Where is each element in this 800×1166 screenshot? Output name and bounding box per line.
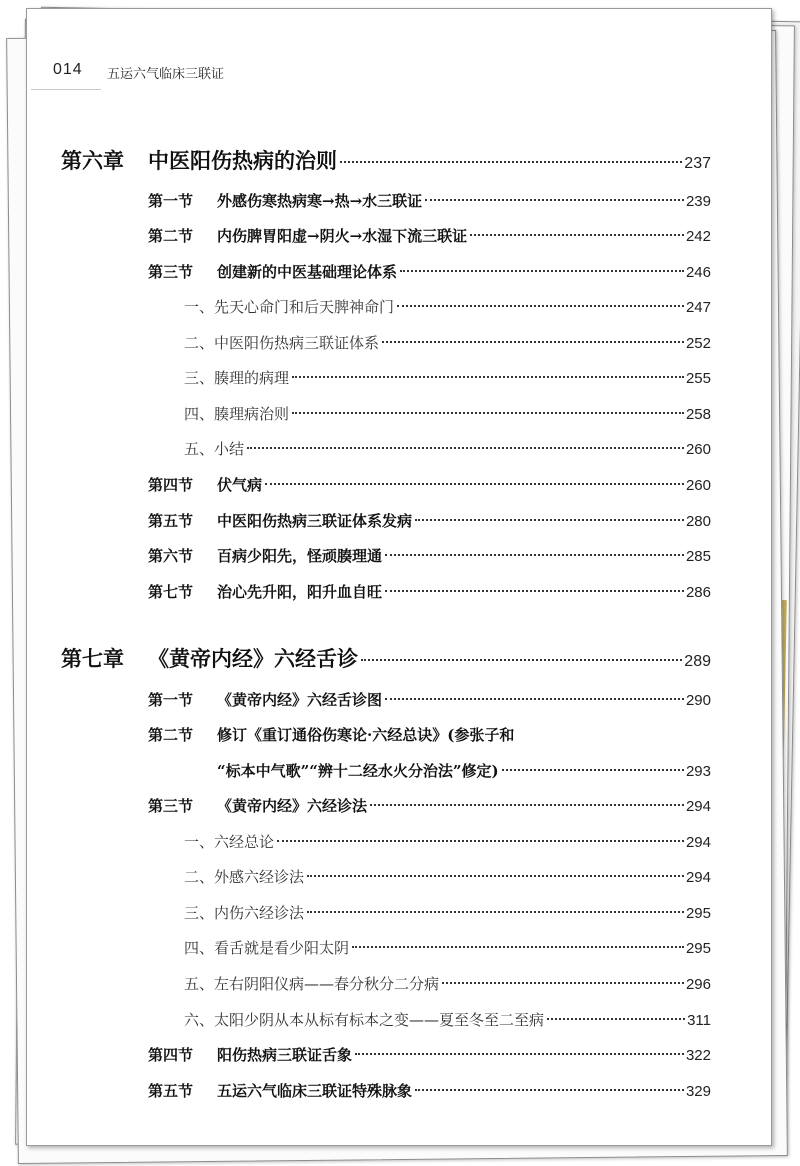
leader-dots [307, 911, 684, 913]
leader-dots [385, 590, 684, 592]
section-label: 第七节 [148, 583, 194, 601]
leader-dots [265, 483, 684, 485]
subsection-title: 五、小结 [184, 440, 245, 458]
page-ref: 289 [684, 653, 711, 670]
page-ref: 258 [685, 406, 711, 423]
page-ref: 280 [685, 513, 711, 530]
toc-section-continuation[interactable] [217, 760, 711, 781]
page-ref: 294 [685, 869, 711, 886]
page-ref: 290 [685, 692, 711, 709]
section-title: 创建新的中医基础理论体系 [217, 263, 398, 281]
page-ref: 246 [685, 264, 711, 281]
section-title: 中医阳伤热病三联证体系发病 [217, 512, 413, 530]
subsection-title: 二、外感六经诊法 [184, 868, 305, 886]
section-label: 第五节 [148, 1082, 194, 1100]
book-page [26, 8, 772, 1146]
page-number: 014 [53, 61, 83, 78]
page-ref: 239 [685, 193, 711, 210]
toc-section[interactable] [148, 225, 711, 246]
page-ref: 294 [685, 798, 711, 815]
page-ref: 285 [685, 548, 711, 565]
chapter-title: 《黄帝内经》六经舌诊 [148, 646, 358, 671]
page-ref: 237 [684, 155, 711, 172]
toc-subsection[interactable] [184, 973, 711, 994]
section-label: 第二节 [148, 726, 194, 744]
chapter-label: 第七章 [61, 646, 124, 671]
page-ref: 295 [685, 940, 711, 957]
section-title: 修订《重订通俗伤寒论·六经总诀》(参张子和 [217, 726, 515, 744]
subsection-title: 四、看舌就是看少阳太阴 [184, 939, 350, 957]
subsection-title: 一、六经总论 [184, 833, 275, 851]
toc-section[interactable] [148, 689, 711, 710]
header-divider [31, 89, 101, 90]
section-label: 第二节 [148, 227, 194, 245]
section-title: 百病少阳先，怪顽腠理通 [217, 547, 383, 565]
toc-section[interactable] [148, 795, 711, 816]
toc-section[interactable] [148, 581, 711, 602]
leader-dots [340, 161, 682, 163]
page-ref: 286 [685, 584, 711, 601]
section-label: 第五节 [148, 512, 194, 530]
leader-dots [292, 376, 684, 378]
subsection-title: 三、腠理的病理 [184, 369, 290, 387]
chapter-title: 中医阳伤热病的治则 [148, 148, 337, 173]
section-title: 阳伤热病三联证舌象 [217, 1046, 353, 1064]
leader-dots [307, 875, 684, 877]
leader-dots [415, 519, 684, 521]
leader-dots [292, 412, 684, 414]
leader-dots [470, 234, 684, 236]
section-title: 治心先升阳，阳升血自旺 [217, 583, 383, 601]
leader-dots [277, 840, 684, 842]
page-ref: 247 [685, 299, 711, 316]
section-label: 第四节 [148, 1046, 194, 1064]
toc-subsection[interactable] [184, 332, 711, 353]
section-label: 第六节 [148, 547, 194, 565]
subsection-title: 四、腠理病治则 [184, 405, 290, 423]
toc-subsection[interactable] [184, 1009, 711, 1030]
page-ref: 311 [687, 1012, 711, 1029]
page-ref: 260 [685, 441, 711, 458]
leader-dots [547, 1018, 685, 1020]
subsection-title: 五、左右阴阳仪病——春分秋分二分病 [184, 975, 440, 993]
page-ref: 293 [685, 763, 711, 780]
section-label: 第三节 [148, 797, 194, 815]
page-ref: 295 [685, 905, 711, 922]
page-ref: 260 [685, 477, 711, 494]
toc-section[interactable] [148, 510, 711, 531]
page-ref: 242 [685, 228, 711, 245]
toc-subsection[interactable] [184, 902, 711, 923]
leader-dots [442, 982, 684, 984]
toc-chapter[interactable] [61, 643, 711, 673]
toc-subsection[interactable] [184, 403, 711, 424]
toc-subsection[interactable] [184, 367, 711, 388]
toc-subsection[interactable] [184, 866, 711, 887]
leader-dots [415, 1089, 684, 1091]
toc-section[interactable] [148, 261, 711, 282]
toc-section[interactable] [148, 1044, 711, 1065]
section-title-continued: “标本中气歌”“辨十二经水火分治法”修定) [217, 762, 499, 780]
subsection-title: 六、太阳少阴从本从标有标本之变——夏至冬至二至病 [184, 1011, 545, 1029]
page-ref: 252 [685, 335, 711, 352]
page-ref: 296 [685, 976, 711, 993]
leader-dots [382, 341, 684, 343]
page-ref: 329 [685, 1083, 711, 1100]
toc-section[interactable] [148, 190, 711, 211]
page-ref: 322 [685, 1047, 711, 1064]
toc-section[interactable] [148, 1080, 711, 1101]
subsection-title: 二、中医阳伤热病三联证体系 [184, 334, 380, 352]
toc-subsection[interactable] [184, 296, 711, 317]
leader-dots [397, 305, 684, 307]
leader-dots [502, 769, 684, 771]
section-title: 《黄帝内经》六经诊法 [217, 797, 368, 815]
toc-chapter[interactable] [61, 145, 711, 175]
running-title: 五运六气临床三联证 [107, 67, 225, 82]
leader-dots [361, 659, 682, 661]
leader-dots [370, 804, 684, 806]
subsection-title: 三、内伤六经诊法 [184, 904, 305, 922]
section-title: 五运六气临床三联证特殊脉象 [217, 1082, 413, 1100]
section-label: 第一节 [148, 691, 194, 709]
toc-subsection[interactable] [184, 831, 711, 852]
page-ref: 255 [685, 370, 711, 387]
subsection-title: 一、先天心命门和后天脾神命门 [184, 298, 395, 316]
section-title: 内伤脾胃阳虚→阴火→水湿下流三联证 [217, 227, 468, 245]
chapter-label: 第六章 [61, 148, 124, 173]
section-label: 第三节 [148, 263, 194, 281]
leader-dots [247, 447, 684, 449]
toc-section[interactable] [148, 545, 711, 566]
section-title: 外感伤寒热病寒→热→水三联证 [217, 192, 423, 210]
section-title: 伏气病 [217, 476, 263, 494]
section-label: 第一节 [148, 192, 194, 210]
section-label: 第四节 [148, 476, 194, 494]
section-title: 《黄帝内经》六经舌诊图 [217, 691, 383, 709]
leader-dots [425, 199, 684, 201]
toc-subsection[interactable] [184, 438, 711, 459]
toc-section[interactable] [148, 474, 711, 495]
leader-dots [352, 946, 684, 948]
page-ref: 294 [685, 834, 711, 851]
leader-dots [385, 554, 684, 556]
leader-dots [355, 1053, 684, 1055]
page-header [27, 9, 771, 89]
leader-dots [385, 698, 684, 700]
toc-section[interactable] [148, 724, 514, 745]
leader-dots [400, 270, 684, 272]
toc-subsection[interactable] [184, 937, 711, 958]
